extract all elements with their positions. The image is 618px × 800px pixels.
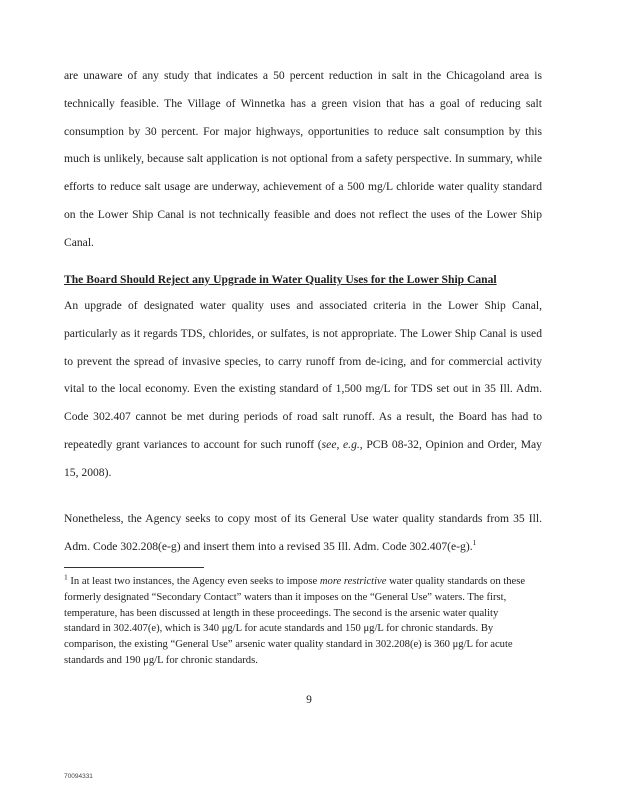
paragraph-agency-copy	[64, 505, 542, 561]
footnote-emphasis: more restrictive	[319, 576, 387, 587]
paragraph-salt-reduction: are unaware of any study that indicates a 50 percent reduction in salt in the Chicagoland area is technically feasible. The Village of Winnetka has a green vision that has a goal of reducing salt consumption by 30 percent. For major highways, opportunities to reduce salt consumption by this much is unlikely, because salt application is not optional from a safety perspective. In summary, while efforts to reduce salt usage are underway, achievement of a 500 mg/L chloride water quality standard on the Lower Ship Canal is not technically feasible and does not reflect the uses of the Lower Ship Canal.	[64, 69, 542, 249]
paragraph-upgrade-uses	[64, 292, 542, 487]
footnote	[64, 574, 534, 669]
footnote-reference: 1	[472, 537, 477, 547]
paragraph-upgrade-citation: , PCB 08-32, Opinion and Order, May 15, 2008).	[64, 437, 542, 479]
footnote-text-start: In at least two instances, the Agency even seeks to impose	[67, 576, 320, 587]
footnote-marker: 1	[64, 572, 68, 582]
section-heading: The Board Should Reject any Upgrade in Water Quality Uses for the Lower Ship Canal	[64, 273, 497, 286]
citation-signal: see, e.g.	[321, 437, 360, 451]
footnote-text-end: water quality standards on these formerly designated “Secondary Contact” waters than it imposes on the “General Use” waters. The first, temperature, has been discussed at length in these proceedings. The second is the arsenic water quality standard in 302.407(e), which is 340 μg/L for acute standards and 150 μg/L for chronic standards. By comparison, the existing “General Use” arsenic water quality standard in 302.208(e) is 360 μg/L for acute standards and 190 μg/L for chronic standards.	[64, 576, 526, 666]
paragraph-upgrade-text: An upgrade of designated water quality uses and associated criteria in the Lower Ship Canal, particularly as it regards TDS, chlorides, or sulfates, is not appropriate. The Lower Ship Canal is used to prevent the spread of invasive species, to carry runoff from de-icing, and for commercial activity vital to the local economy. Even the existing standard of 1,500 mg/L for TDS set out in 35 Ill. Adm. Code 302.407 cannot be met during periods of road salt runoff. As a result, the Board has had to repeatedly grant variances to account for such runoff (	[64, 299, 542, 451]
page-number: 9	[306, 694, 312, 706]
paragraph-agency-text: Nonetheless, the Agency seeks to copy most of its General Use water quality standards from 35 Ill. Adm. Code 302.208(e-g) and insert them into a revised 35 Ill. Adm. Code 302.407(e-g).	[64, 512, 542, 553]
document-code: 70094331	[64, 773, 93, 780]
footnote-divider	[64, 567, 204, 568]
